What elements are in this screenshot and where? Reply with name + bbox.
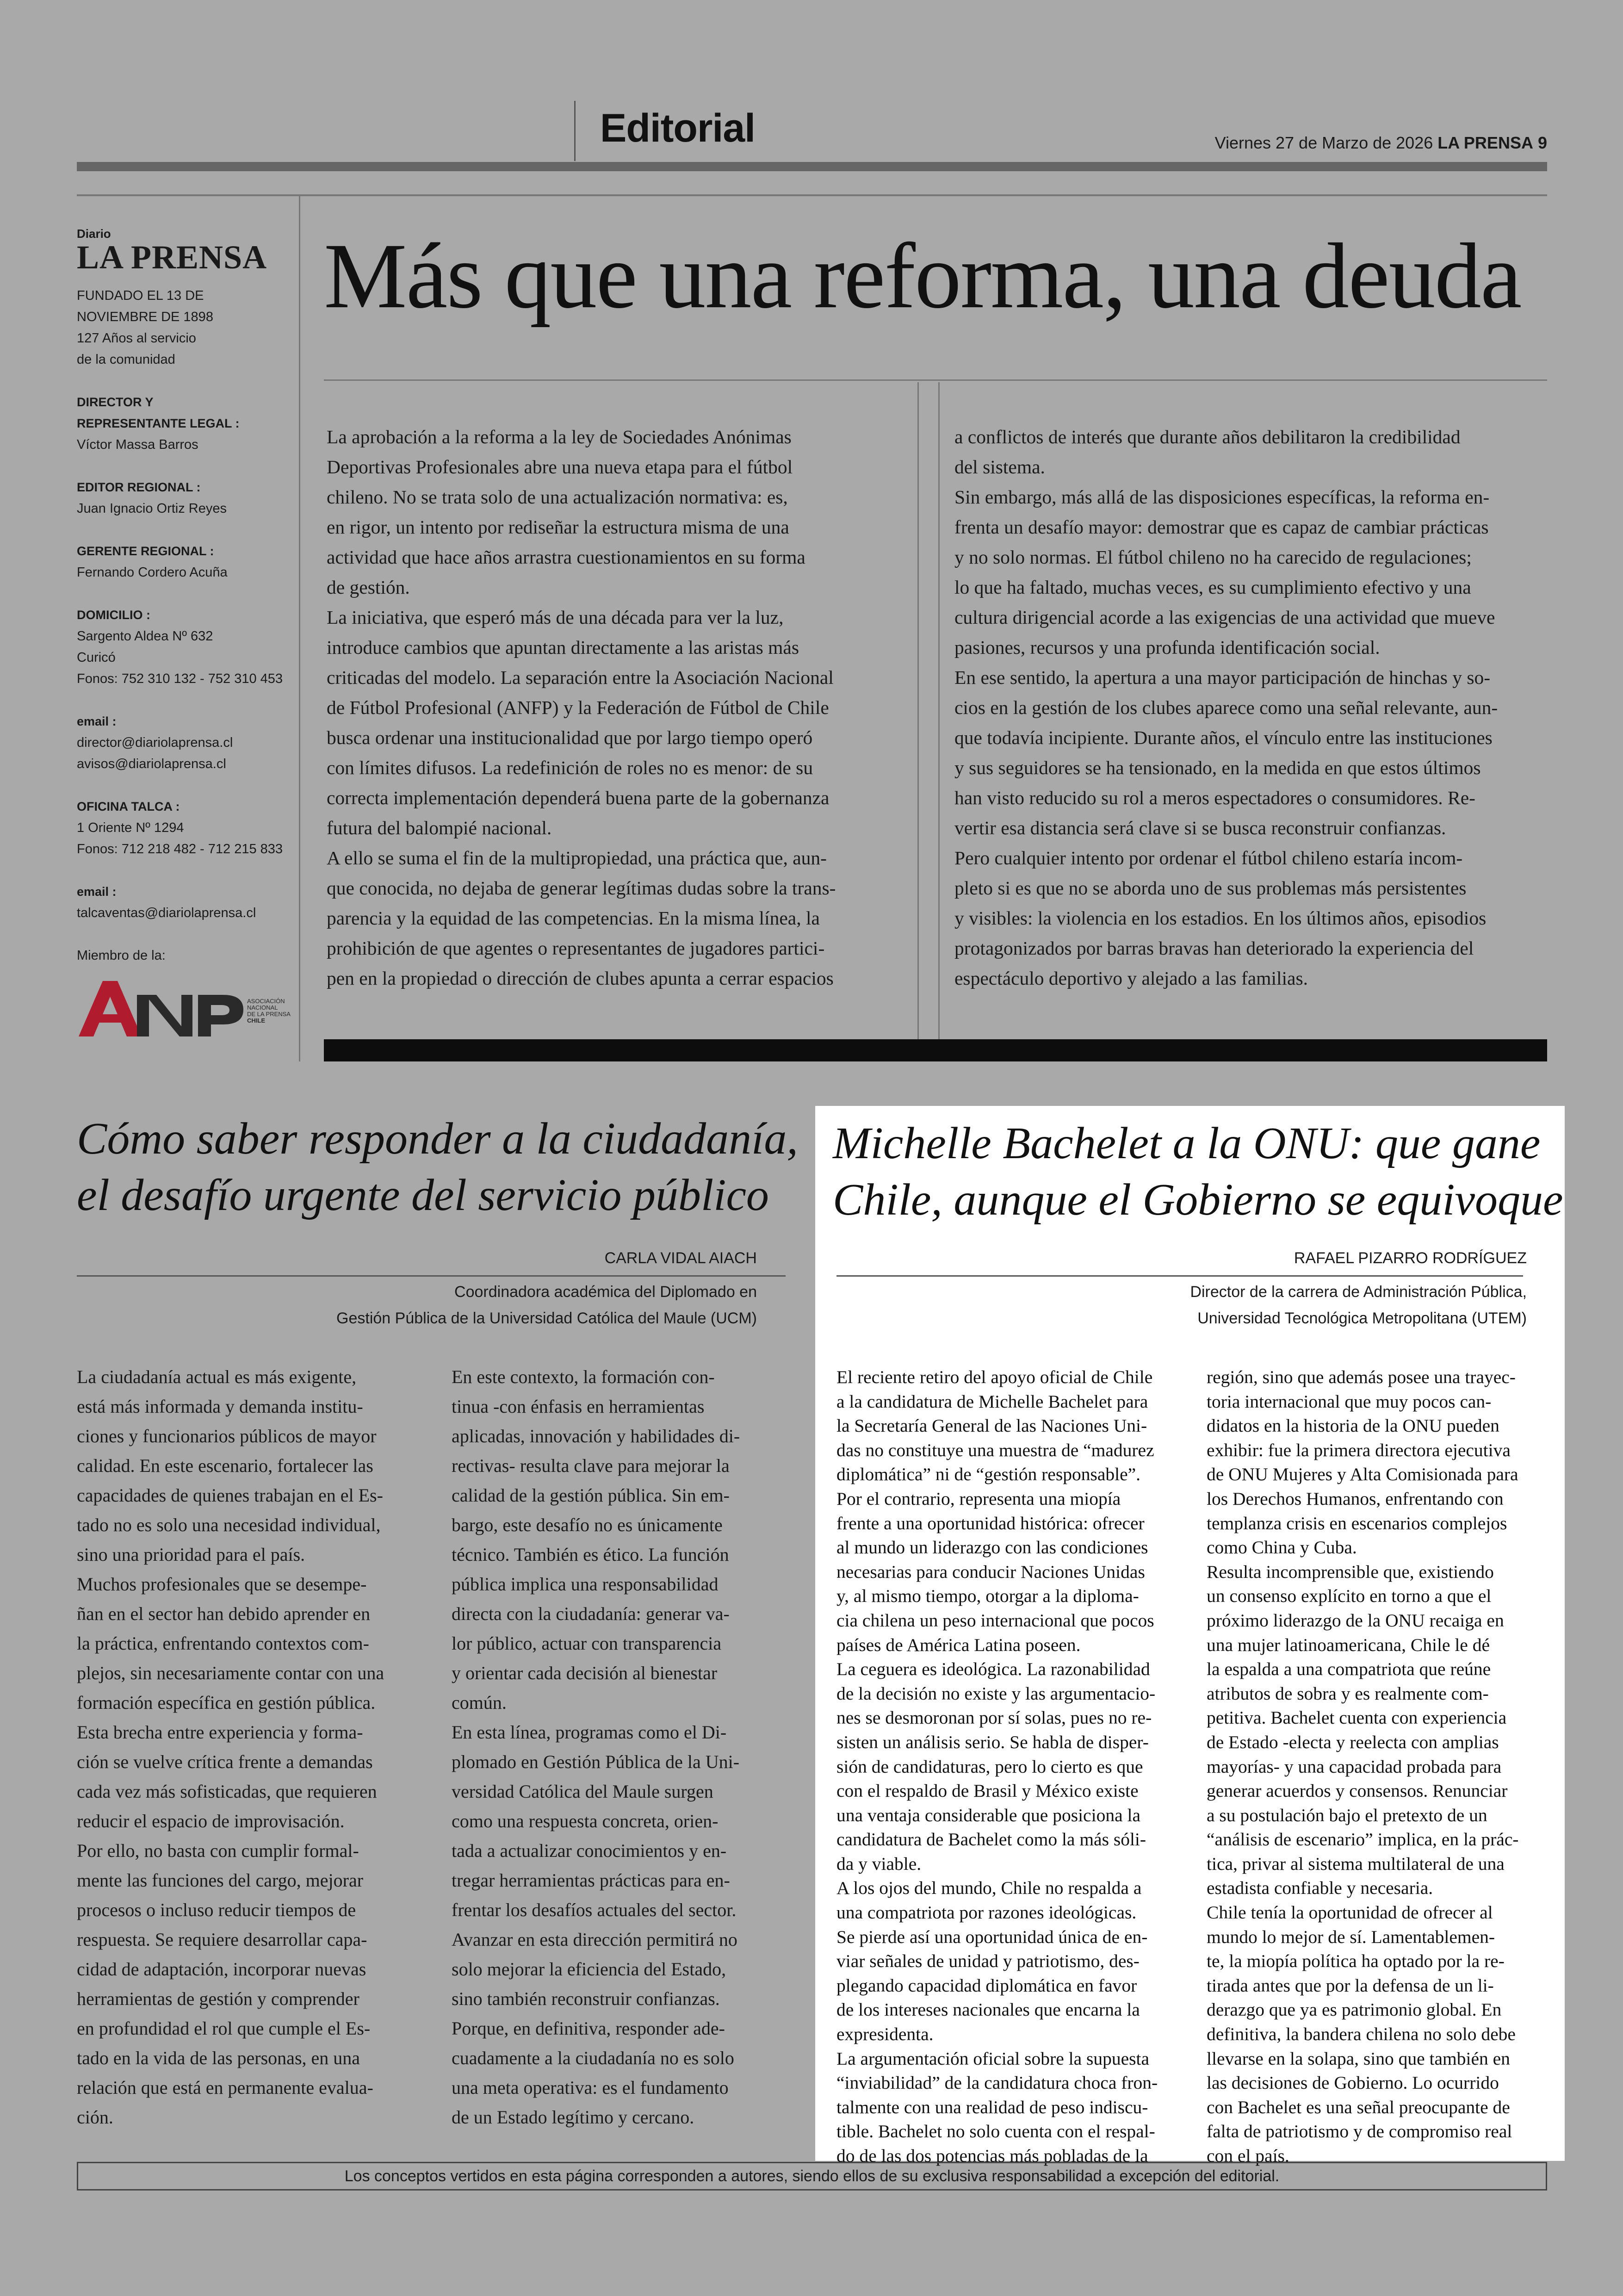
- article1-byline: [278, 1247, 757, 1332]
- article2-column-2-line: te, la miopía política ha optado por la re-: [1207, 1951, 1505, 1972]
- article1-column-2-line: rectivas- resulta clave para mejorar la: [452, 1455, 730, 1476]
- article1-column-2-line: como una respuesta concreta, orien-: [452, 1811, 719, 1831]
- editorial-column-2-line: En ese sentido, la apertura a una mayor participación de hinchas y so-: [954, 667, 1491, 688]
- article2-author: RAFAEL PIZARRO RODRÍGUEZ: [1294, 1249, 1527, 1267]
- article2-column-2-line: la espalda a una compatriota que reúne: [1207, 1659, 1491, 1680]
- founded-line-2: NOVIEMBRE DE 1898: [77, 310, 213, 324]
- editorial-column-2-line: protagonizados por barras bravas han deteriorado la experiencia del: [954, 937, 1474, 959]
- article1-column-1-line: Muchos profesionales que se desempe-: [77, 1574, 367, 1595]
- editorial-column-2-line: y visibles: la violencia en los estadios. En los últimos años, episodios: [954, 907, 1487, 929]
- article1-column-1-line: reducir el espacio de improvisación.: [77, 1811, 345, 1831]
- article1-column-2-line: En este contexto, la formación con-: [452, 1366, 715, 1387]
- editorial-column-2-line: Pero cualquier intento por ordenar el fútbol chileno estaría incom-: [954, 847, 1463, 869]
- article1-column-1-line: respuesta. Se requiere desarrollar capa-: [77, 1929, 367, 1950]
- gerente-name: Fernando Cordero Acuña: [77, 565, 228, 580]
- article2-byline: [1064, 1247, 1527, 1332]
- domicilio-label: DOMICILIO :: [77, 608, 150, 622]
- article2-column-1-line: “inviabilidad” de la candidatura choca fron-: [836, 2073, 1158, 2093]
- editorial-column-1-line: La aprobación a la reforma a la ley de Sociedades Anónimas: [327, 426, 792, 447]
- article1-column-1-line: tado no es solo una necesidad individual,: [77, 1514, 381, 1535]
- article1-role-2: Gestión Pública de la Universidad Católica del Maule (UCM): [336, 1309, 757, 1327]
- editorial-headline: Más que una reforma, una deuda: [324, 224, 1521, 328]
- article2-column-2-line: mundo lo mejor de sí. Lamentablemen-: [1207, 1926, 1495, 1947]
- article1-column-2-line: pública implica una responsabilidad: [452, 1574, 719, 1595]
- article2-column-1-line: do de las dos potencias más pobladas de la: [836, 2146, 1148, 2166]
- article2-column-2-line: a su postulación bajo el pretexto de un: [1207, 1805, 1487, 1825]
- article2-column-1-line: al mundo un liderazgo con las condiciones: [836, 1537, 1148, 1558]
- article2-column-2: [1207, 1365, 1548, 2168]
- article1-column-1-line: está más informada y demanda institu-: [77, 1396, 363, 1417]
- editorial-column-2-line: Sin embargo, más allá de las disposiciones específicas, la reforma en-: [954, 486, 1490, 508]
- email-label: email :: [77, 714, 117, 728]
- article1-column-2-line: calidad de la gestión pública. Sin em-: [452, 1485, 730, 1506]
- article2-column-2-line: las decisiones de Gobierno. Lo ocurrido: [1207, 2073, 1499, 2093]
- article1-column-1-line: ción se vuelve crítica frente a demandas: [77, 1751, 373, 1772]
- date-line: [1157, 133, 1547, 153]
- article2-column-1-line: Por el contrario, representa una miopía: [836, 1488, 1121, 1509]
- article1-column-1-line: formación específica en gestión pública.: [77, 1692, 376, 1713]
- editorial-column-1-line: actividad que hace años arrastra cuestionamientos en su forma: [327, 546, 805, 568]
- article1-column-2-line: tregar herramientas prácticas para en-: [452, 1870, 730, 1891]
- article2-column-2-line: petitiva. Bachelet cuenta con experiencia: [1207, 1707, 1507, 1728]
- article2-column-1-line: una ventaja considerable que posiciona la: [836, 1805, 1140, 1825]
- article1-column-2-line: bargo, este desafío no es únicamente: [452, 1514, 723, 1535]
- masthead-brand: LA PRENSA: [77, 239, 267, 276]
- editorial-column-1-line: chileno. No se trata solo de una actualización normativa: es,: [327, 486, 788, 508]
- article2-column-1-line: de los intereses nacionales que encarna la: [836, 1999, 1140, 2020]
- article1-author: CARLA VIDAL AIACH: [604, 1249, 757, 1267]
- article2-column-2-line: los Derechos Humanos, enfrentando con: [1207, 1488, 1504, 1509]
- article1-rule: [77, 1275, 786, 1277]
- masthead-diario: Diario: [77, 227, 111, 241]
- article2-column-2-line: de ONU Mujeres y Alta Comisionada para: [1207, 1464, 1518, 1485]
- article1-column-2-line: y orientar cada decisión al bienestar: [452, 1663, 718, 1683]
- editorial-column-1-line: criticadas del modelo. La separación entre la Asociación Nacional: [327, 667, 834, 688]
- editorial-column-2-line: pasiones, recursos y una profunda identificación social.: [954, 637, 1380, 658]
- article2-column-2-line: como China y Cuba.: [1207, 1537, 1357, 1558]
- article1-headline-line-1: Cómo saber responder a la ciudadanía,: [77, 1114, 798, 1164]
- article2-column-1-line: necesarias para conducir Naciones Unidas: [836, 1561, 1145, 1582]
- article2-column-2-line: mayorías- y una capacidad probada para: [1207, 1756, 1502, 1777]
- editor-label: EDITOR REGIONAL :: [77, 480, 201, 494]
- article2-column-2-line: didatos en la historia de la ONU pueden: [1207, 1415, 1499, 1436]
- article2-column-2-line: un consenso explícito en torno a que el: [1207, 1586, 1492, 1607]
- article2-column-1-line: talmente con una realidad de peso indiscu-: [836, 2097, 1148, 2117]
- article1-headline-line-2: el desafío urgente del servicio público: [77, 1170, 769, 1220]
- article1-column-1-line: cidad de adaptación, incorporar nuevas: [77, 1959, 366, 1980]
- article1-column-1-line: ción.: [77, 2107, 113, 2128]
- article1-column-2-line: cuadamente a la ciudadanía no es solo: [452, 2048, 734, 2068]
- article2-column-2-line: falta de patriotismo y de compromiso real: [1207, 2121, 1512, 2142]
- article2-column-1-line: sión de candidaturas, pero lo cierto es que: [836, 1756, 1143, 1777]
- article1-column-2-line: versidad Católica del Maule surgen: [452, 1781, 713, 1802]
- article2-column-1-line: La argumentación oficial sobre la supuesta: [836, 2048, 1150, 2069]
- editorial-column-2-line: pleto si es que no se aborda uno de sus problemas más persistentes: [954, 877, 1467, 899]
- logo-text-4: CHILE: [247, 1017, 265, 1024]
- article1-column-2-line: tada a actualizar conocimientos y en-: [452, 1840, 727, 1861]
- article1-column-2-line: una meta operativa: es el fundamento: [452, 2077, 729, 2098]
- article1-column-1-line: la práctica, enfrentando contextos com-: [77, 1633, 369, 1654]
- article2-column-2-line: tirada antes que por la defensa de un li-: [1207, 1975, 1494, 1996]
- article2-column-1-line: viar señales de unidad y patriotismo, des-: [836, 1951, 1140, 1972]
- talca-label: OFICINA TALCA :: [77, 800, 180, 813]
- article2-column-1-line: da y viable.: [836, 1853, 922, 1874]
- article1-column-1: [77, 1362, 467, 2132]
- article2-column-2-line: derazgo que ya es patrimonio global. En: [1207, 1999, 1502, 2020]
- article1-column-2-line: directa con la ciudadanía: generar va-: [452, 1603, 730, 1624]
- article2-column-2-line: exhibir: fue la primera directora ejecutiva: [1207, 1440, 1511, 1460]
- article1-column-2-line: plomado en Gestión Pública de la Uni-: [452, 1751, 740, 1772]
- article2-column-2-line: Resulta incomprensible que, existiendo: [1207, 1561, 1494, 1582]
- editorial-rule: [324, 379, 1547, 381]
- section-title: Editorial: [600, 106, 756, 150]
- article2-rule: [836, 1275, 1523, 1277]
- director-name: Víctor Massa Barros: [77, 437, 198, 452]
- article1-headline: [77, 1111, 826, 1223]
- article2-column-1-line: diplomática” ni de “gestión responsable”.: [836, 1464, 1141, 1485]
- gerente-label: GERENTE REGIONAL :: [77, 544, 214, 558]
- editorial-column-2-line: han visto reducido su rol a meros espectadores o consumidores. Re-: [954, 787, 1475, 808]
- article2-column-1-line: El reciente retiro del apoyo oficial de Chile: [836, 1367, 1153, 1387]
- article1-column-1-line: cada vez más sofisticadas, que requieren: [77, 1781, 377, 1802]
- editorial-column-1-line: introduce cambios que apuntan directamente a las aristas más: [327, 637, 799, 658]
- article2-column-1-line: nes se desmoronan por sí solas, pues no re-: [836, 1707, 1152, 1728]
- article1-column-1-line: tado en la vida de las personas, en una: [77, 2048, 360, 2068]
- editorial-column-1-line: parencia y la equidad de las competencias. En la misma línea, la: [327, 907, 820, 929]
- director-label-2: REPRESENTANTE LEGAL :: [77, 416, 240, 430]
- editorial-column-1-line: La iniciativa, que esperó más de una década para ver la luz,: [327, 607, 784, 628]
- header-bar: [77, 162, 1547, 171]
- article2-column-2-line: de Estado -electa y reelecta con amplias: [1207, 1731, 1499, 1752]
- article1-column-2-line: En esta línea, programas como el Di-: [452, 1722, 727, 1743]
- article2-column-1-line: de la decisión no existe y las argumentacio-: [836, 1683, 1156, 1704]
- footer-disclaimer: Los conceptos vertidos en esta página corresponden a autores, siendo ellos de su exclusiva responsabilidad a excepción del editorial.: [77, 2162, 1547, 2191]
- article1-column-1-line: La ciudadanía actual es más exigente,: [77, 1366, 357, 1387]
- article2-column-1-line: a la candidatura de Michelle Bachelet para: [836, 1391, 1148, 1412]
- article2-column-1-line: cia chilena un peso internacional que pocos: [836, 1610, 1154, 1631]
- editorial-column-1-line: busca ordenar una institucionalidad que por largo tiempo operó: [327, 727, 813, 748]
- article2-column-1-line: países de América Latina poseen.: [836, 1634, 1081, 1655]
- article1-column-1-line: ñan en el sector han debido aprender en: [77, 1603, 371, 1624]
- article2-column-2-line: generar acuerdos y consensos. Renunciar: [1207, 1781, 1508, 1801]
- article2-column-1-line: frente a una oportunidad histórica: ofrecer: [836, 1513, 1145, 1533]
- article2-column-2-line: llevarse en la solapa, sino que también en: [1207, 2048, 1510, 2069]
- article2-column-1-line: y, al mismo tiempo, otorgar a la diploma-: [836, 1586, 1139, 1607]
- header-rule: [77, 194, 1547, 196]
- article2-column-2-line: una mujer latinoamericana, Chile le dé: [1207, 1634, 1490, 1655]
- editorial-column-2-line: vertir esa distancia será clave si se busca reconstruir confianzas.: [954, 817, 1446, 838]
- article2-column-2-line: templanza crisis en escenarios complejos: [1207, 1513, 1507, 1533]
- article1-column-2-line: aplicadas, innovación y habilidades di-: [452, 1426, 740, 1446]
- logo-text-1: ASOCIACIÓN: [247, 998, 285, 1005]
- editorial-column-1-line: prohibición de que agentes o representantes de jugadores partici-: [327, 937, 825, 959]
- article1-column-1-line: Por ello, no basta con cumplir formal-: [77, 1840, 359, 1861]
- masthead-rule: [299, 196, 300, 1061]
- article2-column-1-line: das no constituye una muestra de “madurez: [836, 1440, 1154, 1460]
- article2-column-2-line: con Bachelet es una señal preocupante de: [1207, 2097, 1510, 2117]
- article1-column-1-line: herramientas de gestión y comprender: [77, 1988, 359, 2009]
- editorial-column-2-line: cios en la gestión de los clubes aparece como una señal relevante, aun-: [954, 697, 1498, 718]
- article1-column-2-line: sino también reconstruir confianzas.: [452, 1988, 720, 2009]
- editorial-column-2-line: del sistema.: [954, 456, 1045, 478]
- article1-column-2-line: lor público, actuar con transparencia: [452, 1633, 722, 1654]
- editorial-column-1-line: correcta implementación dependerá buena parte de la gobernanza: [327, 787, 830, 808]
- editorial-column-1-line: en rigor, un intento por rediseñar la estructura misma de una: [327, 516, 789, 538]
- editorial-column-2-line: espectáculo deportivo y alejado a las familias.: [954, 968, 1308, 989]
- article2-column-2-line: región, sino que además posee una trayec-: [1207, 1367, 1516, 1387]
- article1-column-2: [452, 1362, 798, 2132]
- article2-column-1-line: la Secretaría General de las Naciones Uni-: [836, 1415, 1147, 1436]
- editorial-column-1-line: de gestión.: [327, 577, 410, 598]
- paper-name: LA PRENSA: [1437, 133, 1533, 152]
- article2-column-2-line: atributos de sobra y es realmente com-: [1207, 1683, 1489, 1704]
- issue-date: Viernes 27 de Marzo de 2026: [1214, 133, 1433, 152]
- editorial-column-2-line: y sus seguidores se ha tensionado, en la medida en que estos últimos: [954, 757, 1481, 778]
- editorial-column-2: [954, 422, 1547, 993]
- article2-column-1-line: expresidenta.: [836, 2024, 934, 2045]
- article1-column-1-line: procesos o incluso reducir tiempos de: [77, 1899, 356, 1920]
- article1-column-1-line: mente las funciones del cargo, mejorar: [77, 1870, 364, 1891]
- article1-column-2-line: frentar los desafíos actuales del sector.: [452, 1899, 737, 1920]
- article1-column-2-line: de un Estado legítimo y cercano.: [452, 2107, 694, 2128]
- article2-column-1-line: plegando capacidad diplomática en favor: [836, 1975, 1137, 1996]
- article2-headline: [833, 1115, 1564, 1228]
- anp-logo-icon: [77, 976, 291, 1041]
- article2-role-1: Director de la carrera de Administración Pública,: [1190, 1283, 1527, 1301]
- editorial-column-1: [327, 422, 910, 993]
- editorial-column-1-line: pen en la propiedad o dirección de clubes apunta a cerrar espacios: [327, 968, 834, 989]
- article2-column-1-line: Se pierde así una oportunidad única de en-: [836, 1926, 1148, 1947]
- article1-column-1-line: Esta brecha entre experiencia y forma-: [77, 1722, 363, 1743]
- article2-column-2-line: “análisis de escenario” implica, en la prác-: [1207, 1829, 1519, 1850]
- member-label: Miembro de la:: [77, 948, 166, 963]
- article1-role-1: Coordinadora académica del Diplomado en: [454, 1283, 757, 1301]
- article2-column-1-line: A los ojos del mundo, Chile no respalda a: [836, 1878, 1142, 1899]
- editorial-column-1-line: A ello se suma el fin de la multipropiedad, una práctica que, aun-: [327, 847, 827, 869]
- article2-headline-line-2: Chile, aunque el Gobierno se equivoque: [833, 1175, 1563, 1225]
- article1-column-1-line: plejos, sin necesariamente contar con una: [77, 1663, 384, 1683]
- editorial-column-1-line: Deportivas Profesionales abre una nueva etapa para el fútbol: [327, 456, 793, 478]
- header-separator: [574, 101, 576, 161]
- editorial-column-2-line: y no solo normas. El fútbol chileno no ha carecido de regulaciones;: [954, 546, 1472, 568]
- article2-column-1-line: una compatriota por razones ideológicas.: [836, 1902, 1137, 1923]
- logo-text-3: DE LA PRENSA: [247, 1011, 291, 1018]
- article2-column-1-line: La ceguera es ideológica. La razonabilidad: [836, 1659, 1150, 1680]
- editorial-column-separator: [917, 382, 940, 1039]
- article1-column-2-line: solo mejorar la eficiencia del Estado,: [452, 1959, 726, 1980]
- article2-column-2-line: con el país.: [1207, 2146, 1289, 2166]
- article1-column-1-line: relación que está en permanente evalua-: [77, 2077, 373, 2098]
- editorial-column-2-line: a conflictos de interés que durante años debilitaron la credibilidad: [954, 426, 1461, 447]
- article2-column-2-line: Chile tenía la oportunidad de ofrecer al: [1207, 1902, 1493, 1923]
- talca-address: 1 Oriente Nº 1294: [77, 820, 184, 835]
- masthead: [77, 227, 290, 966]
- article1-column-2-line: Porque, en definitiva, responder ade-: [452, 2018, 725, 2039]
- editorial-column-2-line: cultura dirigencial acorde a las exigencias de una actividad que mueve: [954, 607, 1495, 628]
- editorial-bottom-bar: [324, 1039, 1547, 1061]
- article1-column-1-line: sino una prioridad para el país.: [77, 1544, 305, 1565]
- director-label-1: DIRECTOR Y: [77, 395, 154, 409]
- editorial-column-1-line: con límites difusos. La redefinición de roles no es menor: de su: [327, 757, 813, 778]
- domicilio-phones: Fonos: 752 310 132 - 752 310 453: [77, 671, 283, 686]
- talca-phones: Fonos: 712 218 482 - 712 215 833: [77, 842, 283, 856]
- email2-link[interactable]: talcaventas@diariolaprensa.cl: [77, 906, 256, 920]
- editor-name: Juan Ignacio Ortiz Reyes: [77, 501, 227, 516]
- email-link-1[interactable]: director@diariolaprensa.cl: [77, 735, 233, 750]
- domicilio-line-1: Sargento Aldea Nº 632: [77, 629, 213, 644]
- article2-column-1-line: tible. Bachelet no solo cuenta con el respal-: [836, 2121, 1155, 2142]
- article1-column-2-line: común.: [452, 1692, 507, 1713]
- article2-column-2-line: próximo liderazgo de la ONU recaiga en: [1207, 1610, 1504, 1631]
- article1-column-1-line: calidad. En este escenario, fortalecer las: [77, 1455, 373, 1476]
- article2-headline-line-1: Michelle Bachelet a la ONU: que gane: [833, 1118, 1541, 1168]
- article1-column-1-line: ciones y funcionarios públicos de mayor: [77, 1426, 377, 1446]
- article1-column-1-line: en profundidad el rol que cumple el Es-: [77, 2018, 371, 2039]
- email2-label: email :: [77, 885, 117, 899]
- article2-column-1-line: con el respaldo de Brasil y México existe: [836, 1781, 1139, 1801]
- article2-column-2-line: toria internacional que muy pocos can-: [1207, 1391, 1492, 1412]
- founded-line-1: FUNDADO EL 13 DE: [77, 288, 204, 303]
- article2-column-1-line: candidatura de Bachelet como la más sóli-: [836, 1829, 1146, 1850]
- email-link-2[interactable]: avisos@diariolaprensa.cl: [77, 757, 226, 771]
- domicilio-line-2: Curicó: [77, 650, 116, 665]
- years-line-1: 127 Años al servicio: [77, 331, 196, 346]
- logo-text-2: NACIONAL: [247, 1004, 278, 1011]
- article2-column-1-line: sisten un análisis serio. Se habla de disper-: [836, 1731, 1149, 1752]
- article1-column-2-line: tinua -con énfasis en herramientas: [452, 1396, 705, 1417]
- page-number: 9: [1537, 133, 1547, 152]
- article1-column-2-line: técnico. También es ético. La función: [452, 1544, 729, 1565]
- article1-column-2-line: Avanzar en esta dirección permitirá no: [452, 1929, 737, 1950]
- editorial-column-2-line: frenta un desafío mayor: demostrar que es capaz de cambiar prácticas: [954, 516, 1489, 538]
- editorial-column-2-line: lo que ha faltado, muchas veces, es su cumplimiento efectivo y una: [954, 577, 1471, 598]
- article2-column-2-line: tica, privar al sistema multilateral de una: [1207, 1853, 1505, 1874]
- editorial-column-1-line: futura del balompié nacional.: [327, 817, 552, 838]
- article1-column-1-line: capacidades de quienes trabajan en el Es-: [77, 1485, 383, 1506]
- editorial-column-1-line: que conocida, no dejaba de generar legítimas dudas sobre la trans-: [327, 877, 836, 899]
- editorial-column-1-line: de Fútbol Profesional (ANFP) y la Federación de Fútbol de Chile: [327, 697, 829, 718]
- editorial-column-2-line: que todavía incipiente. Durante años, el vínculo entre las instituciones: [954, 727, 1493, 748]
- article2-role-2: Universidad Tecnológica Metropolitana (UTEM): [1197, 1309, 1527, 1327]
- years-line-2: de la comunidad: [77, 352, 175, 367]
- article2-column-2-line: definitiva, la bandera chilena no solo debe: [1207, 2024, 1516, 2045]
- article2-column-1: [836, 1365, 1186, 2168]
- article2-column-2-line: estadista confiable y necesaria.: [1207, 1878, 1433, 1899]
